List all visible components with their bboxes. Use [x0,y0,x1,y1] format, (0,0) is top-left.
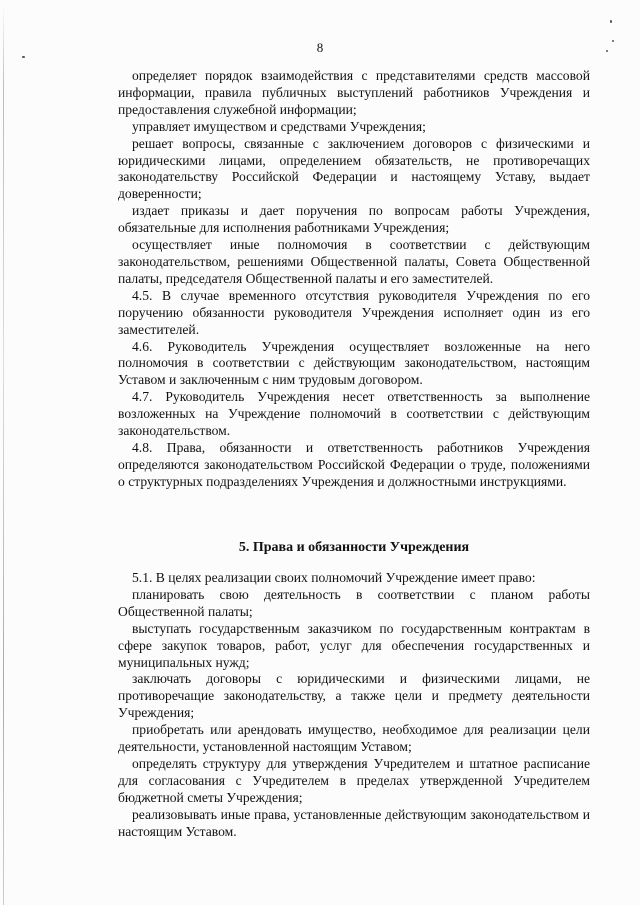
page-number: 8 [316,40,324,55]
paragraph: планировать свою деятельность в соответствии с планом работы Общественной палаты; [118,586,590,619]
paragraph: 4.8. Права, обязанности и ответственность работников Учреждения определяются законодательством Российской Федерации о труде, положениями о структурных подразделениях Учреждения и должностными инструкциями. [118,439,590,489]
paragraph: выступать государственным заказчиком по государственным контрактам в сфере закупок товаров, работ, услуг для обеспечения государственных и муниципальных нужд; [118,620,590,670]
paragraph: 4.7. Руководитель Учреждения несет ответственность за выполнение возложенных на Учреждение полномочий в соответствии с действующим законодательством. [118,389,590,439]
scan-speck [610,20,612,23]
section-heading: 5. Права и обязанности Учреждения [238,540,470,555]
paragraph: 5.1. В целях реализации своих полномочий Учреждение имеет право: [132,570,536,585]
paragraph: заключать договоры с юридическими и физическими лицами, не противоречащие законодательству, а также цели и предмету деятельности Учреждения; [118,671,590,721]
paragraph: решает вопросы, связанные с заключением договоров с физическими и юридическими лицами, определением обязательств, не противоречащих законодательству Российской Федерации и настоящему Уставу, выдает доверенности; [118,135,590,202]
paragraph: осуществляет иные полномочия в соответствии с действующим законодательством, решениями Общественной палаты, Совета Общественной палаты, председателя Общественной палаты и его заместителей. [118,237,590,286]
paragraph: 4.6. Руководитель Учреждения осуществляет возложенные на него полномочия в соответствии с действующим законодательством, настоящим Уставом и заключенным с ним трудовым договором. [118,338,590,388]
scan-speck [22,56,25,58]
paragraph: издает приказы и дает поручения по вопросам работы Учреждения, обязательные для исполнения работниками Учреждения; [118,203,590,236]
paragraph: 4.5. В случае временного отсутствия руководителя Учреждения по его поручению обязанности руководителя Учреждения исполняет один из его заместителей. [118,287,590,337]
scan-edge-shadow [3,0,4,905]
body-text-upper [118,68,590,491]
paragraph: определять структуру для утверждения Учредителем и штатное расписание для согласования с Учредителем в пределах утвержденной Учредителем бюджетной сметы Учреждения; [118,755,590,805]
paragraph: управляет имуществом и средствами Учреждения; [132,118,426,134]
paragraph: определяет порядок взаимодействия с представителями средств массовой информации, правила публичных выступлений работников Учреждения и предоставления служебной информации; [118,68,590,117]
paragraph: приобретать или арендовать имущество, необходимое для реализации цели деятельности, установленной настоящим Уставом; [118,722,590,755]
body-text-lower [118,570,590,841]
paragraph: реализовывать иные права, установленные действующим законодательством и настоящим Уставом. [118,806,590,839]
